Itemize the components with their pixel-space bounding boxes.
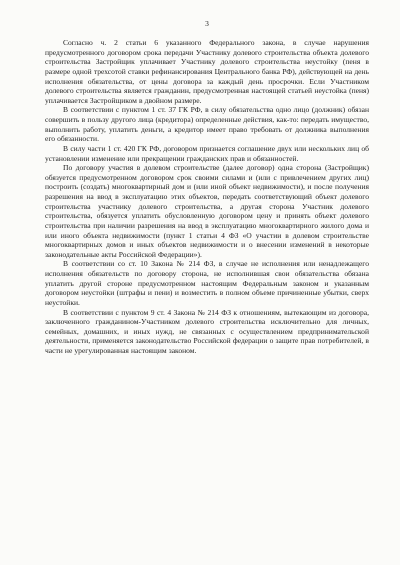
paragraph-shared-construction-contract: По договору участия в долевом строительстве (далее договор) одна сторона (Застройщик) обязуется предусмотренном договором срок своими силами и (или с привлечением других лиц) построить (создать) многоквартирный дом и (или иной объект недвижимости), и после получения разрешения на ввод в эксплуатацию этих объектов, передать соответствующий объект долевого строительства участнику долевого строительства, а другая сторона Участник долевого строительства, обязуется уплатить обусловленную договором цену и принять объект долевого строительства при наличии разрешения на ввод в эксплуатацию многоквартирного жилого дома и или иного объекта недвижимости (пункт 1 статьи 4 ФЗ «О участии в долевом строительстве многоквартирных домов и иных объектов недвижимости и о внесении изменений в некоторые законодательные акты Российской Федерации»). xyxy=(45,163,369,259)
paragraph-penalty-article-6: Согласно ч. 2 статьи 6 указанного Федерального закона, в случае нарушения предусмотренного договором срока передачи Участнику долевого строительства объекта долевого строительства Застройщик уплачивает Участнику долевого строительства неустойку (пеня в размере одной трехсотой ставки рефинансирования Центрального банка РФ), действующей на день исполнения обязательства, от цены договора за каждый день просрочки. Если Участником долевого строительства является гражданин, предусмотренная настоящей статьей неустойка (пеня) уплачивается Застройщиком в двойном размере. xyxy=(45,38,369,105)
paragraph-consumer-protection: В соответствии с пунктом 9 ст. 4 Закона № 214 ФЗ к отношениям, вытекающим из договора, заключенного гражданином-Участником долевого строительства исключительно для личных, семейных, домашних, и иных нужд, не связанных с осуществлением предпринимательской деятельности, применяется законодательство Российской федерации о защите прав потребителей, в части не урегулированная настоящим законом. xyxy=(45,307,369,355)
paragraph-contract-art-420: В силу части 1 ст. 420 ГК РФ, договором признается соглашение двух или нескольких лиц об установлении изменение или прекращении гражданских прав и обязанностей. xyxy=(45,143,369,163)
paragraph-article-10-liability: В соответствии со ст. 10 Закона № 214 ФЗ, в случае не исполнения или ненадлежащего исполнения обязательств по договору сторона, не исполнившая свои обязательства обязана уплатить другой стороне предусмотренном настоящим Федеральным законом и указанным договором неустойки (штрафы и пени) и возместить в полном объеме причиненные убытки, сверх неустойки. xyxy=(45,259,369,307)
paragraph-obligation-art-37: В соответствии с пунктом 1 ст. 37 ГК РФ, в силу обязательства одно лицо (должник) обязан совершить в пользу другого лица (кредитора) определенные действия, как-то: передать имущество, выполнить работу, уплатить деньги, а кредитор имеет право требовать от должника выполнения его обязанности. xyxy=(45,105,369,144)
page-number: 3 xyxy=(205,19,209,28)
